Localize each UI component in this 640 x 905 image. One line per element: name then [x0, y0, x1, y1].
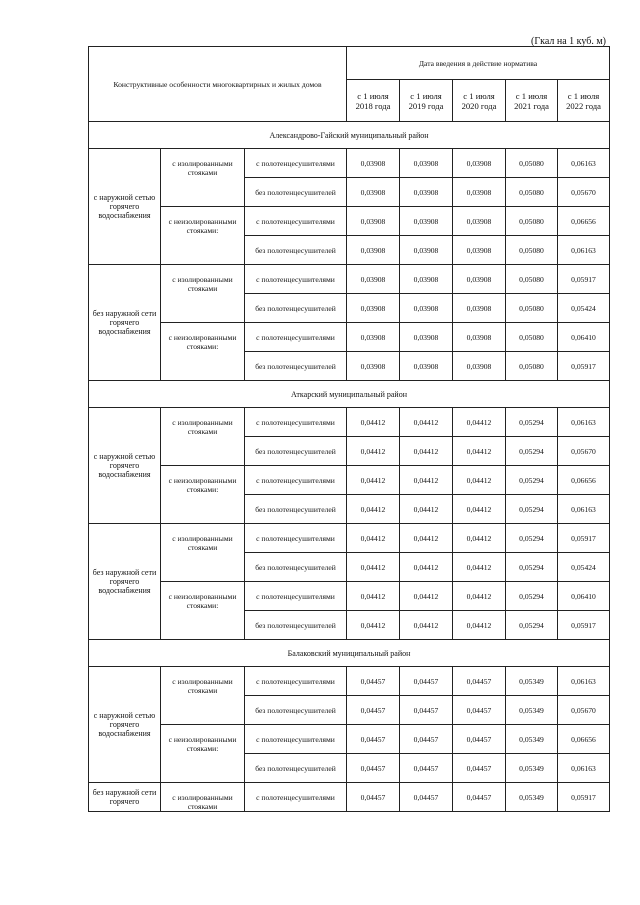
value-cell: 0,04412 — [400, 582, 453, 611]
value-cell: 0,05670 — [558, 437, 610, 466]
value-cell: 0,05294 — [506, 466, 558, 495]
towel-dryer-cell: с полотенцесушителями — [245, 783, 347, 812]
value-cell: 0,06163 — [558, 408, 610, 437]
table-body — [89, 47, 610, 812]
value-cell: 0,03908 — [453, 294, 506, 323]
value-cell: 0,04412 — [347, 408, 400, 437]
towel-dryer-cell: без полотенцесушителей — [245, 178, 347, 207]
value-cell: 0,03908 — [400, 352, 453, 381]
towel-dryer-cell: без полотенцесушителей — [245, 352, 347, 381]
towel-dryer-cell: с полотенцесушителями — [245, 466, 347, 495]
value-cell: 0,04457 — [453, 754, 506, 783]
table-row — [89, 667, 610, 696]
value-cell: 0,06656 — [558, 466, 610, 495]
value-cell: 0,03908 — [453, 178, 506, 207]
value-cell: 0,03908 — [453, 323, 506, 352]
value-cell: 0,05080 — [506, 207, 558, 236]
value-cell: 0,04412 — [453, 408, 506, 437]
riser-type-cell: с изолированными стояками — [161, 783, 245, 812]
value-cell: 0,04457 — [453, 696, 506, 725]
riser-type-cell: с изолированными стояками — [161, 265, 245, 323]
towel-dryer-cell: без полотенцесушителей — [245, 437, 347, 466]
value-cell: 0,04457 — [347, 667, 400, 696]
network-type-cell: без наружной сети горячего водоснабжения — [89, 265, 161, 381]
value-cell: 0,03908 — [400, 178, 453, 207]
towel-dryer-cell: с полотенцесушителями — [245, 149, 347, 178]
network-type-cell: без наружной сети горячего водоснабжения — [89, 524, 161, 640]
towel-dryer-cell: с полотенцесушителями — [245, 524, 347, 553]
value-cell: 0,03908 — [400, 207, 453, 236]
value-cell: 0,04412 — [400, 466, 453, 495]
value-cell: 0,06163 — [558, 667, 610, 696]
value-cell: 0,04457 — [400, 783, 453, 812]
table-row — [89, 783, 610, 812]
value-cell: 0,03908 — [347, 207, 400, 236]
table-row — [89, 265, 610, 294]
year-header: с 1 июля 2021 года — [506, 80, 558, 122]
value-cell: 0,03908 — [400, 323, 453, 352]
value-cell: 0,05080 — [506, 352, 558, 381]
riser-type-cell: с неизолированными стояками: — [161, 323, 245, 381]
value-cell: 0,04457 — [400, 725, 453, 754]
value-cell: 0,03908 — [347, 265, 400, 294]
value-cell: 0,04457 — [400, 754, 453, 783]
value-cell: 0,04412 — [347, 466, 400, 495]
value-cell: 0,04412 — [453, 524, 506, 553]
value-cell: 0,04412 — [453, 611, 506, 640]
towel-dryer-cell: с полотенцесушителями — [245, 582, 347, 611]
value-cell: 0,05294 — [506, 495, 558, 524]
value-cell: 0,05917 — [558, 524, 610, 553]
table-row — [89, 408, 610, 437]
table-row — [89, 323, 610, 352]
value-cell: 0,06163 — [558, 236, 610, 265]
value-cell: 0,05294 — [506, 582, 558, 611]
value-cell: 0,04412 — [347, 437, 400, 466]
network-type-cell: с наружной сетью горячего водоснабжения — [89, 667, 161, 783]
table-row — [89, 582, 610, 611]
towel-dryer-cell: с полотенцесушителями — [245, 408, 347, 437]
value-cell: 0,04457 — [453, 783, 506, 812]
table-row — [89, 466, 610, 495]
value-cell: 0,05349 — [506, 725, 558, 754]
value-cell: 0,05294 — [506, 524, 558, 553]
value-cell: 0,05917 — [558, 352, 610, 381]
value-cell: 0,04412 — [453, 495, 506, 524]
value-cell: 0,04457 — [347, 754, 400, 783]
value-cell: 0,06163 — [558, 149, 610, 178]
value-cell: 0,06410 — [558, 582, 610, 611]
year-header: с 1 июля 2018 года — [347, 80, 400, 122]
district-name: Аткарский муниципальный район — [89, 381, 610, 408]
effective-date-header: Дата введения в действие норматива — [347, 47, 610, 80]
value-cell: 0,05424 — [558, 553, 610, 582]
riser-type-cell: с неизолированными стояками: — [161, 582, 245, 640]
value-cell: 0,04457 — [347, 725, 400, 754]
riser-type-cell: с изолированными стояками — [161, 524, 245, 582]
value-cell: 0,04457 — [400, 696, 453, 725]
riser-type-cell: с изолированными стояками — [161, 667, 245, 725]
towel-dryer-cell: без полотенцесушителей — [245, 294, 347, 323]
value-cell: 0,05917 — [558, 265, 610, 294]
district-row — [89, 381, 610, 408]
network-type-cell: без наружной сети горячего — [89, 783, 161, 812]
value-cell: 0,05670 — [558, 696, 610, 725]
value-cell: 0,05080 — [506, 178, 558, 207]
unit-label: (Гкал на 1 куб. м) — [531, 36, 606, 47]
riser-type-cell: с неизолированными стояками: — [161, 725, 245, 783]
value-cell: 0,04412 — [400, 611, 453, 640]
value-cell: 0,03908 — [453, 236, 506, 265]
year-header: с 1 июля 2020 года — [453, 80, 506, 122]
value-cell: 0,03908 — [453, 265, 506, 294]
towel-dryer-cell: без полотенцесушителей — [245, 553, 347, 582]
value-cell: 0,03908 — [347, 323, 400, 352]
towel-dryer-cell: с полотенцесушителями — [245, 207, 347, 236]
value-cell: 0,06656 — [558, 207, 610, 236]
riser-type-cell: с изолированными стояками — [161, 149, 245, 207]
value-cell: 0,04412 — [453, 466, 506, 495]
towel-dryer-cell: без полотенцесушителей — [245, 495, 347, 524]
value-cell: 0,05294 — [506, 408, 558, 437]
value-cell: 0,04412 — [453, 437, 506, 466]
towel-dryer-cell: с полотенцесушителями — [245, 667, 347, 696]
value-cell: 0,04412 — [400, 437, 453, 466]
value-cell: 0,04412 — [400, 524, 453, 553]
towel-dryer-cell: с полотенцесушителями — [245, 323, 347, 352]
value-cell: 0,04412 — [347, 495, 400, 524]
value-cell: 0,03908 — [400, 294, 453, 323]
value-cell: 0,05917 — [558, 783, 610, 812]
year-header: с 1 июля 2019 года — [400, 80, 453, 122]
towel-dryer-cell: с полотенцесушителями — [245, 265, 347, 294]
towel-dryer-cell: без полотенцесушителей — [245, 236, 347, 265]
value-cell: 0,04412 — [400, 495, 453, 524]
value-cell: 0,03908 — [453, 207, 506, 236]
value-cell: 0,05080 — [506, 323, 558, 352]
value-cell: 0,06163 — [558, 754, 610, 783]
riser-type-cell: с неизолированными стояками: — [161, 207, 245, 265]
district-row — [89, 640, 610, 667]
value-cell: 0,04412 — [400, 553, 453, 582]
table-row — [89, 524, 610, 553]
value-cell: 0,04412 — [347, 582, 400, 611]
value-cell: 0,04457 — [347, 783, 400, 812]
value-cell: 0,05349 — [506, 667, 558, 696]
heating-norms-table — [88, 46, 610, 812]
value-cell: 0,04412 — [347, 553, 400, 582]
district-row — [89, 122, 610, 149]
value-cell: 0,03908 — [453, 149, 506, 178]
value-cell: 0,05080 — [506, 265, 558, 294]
towel-dryer-cell: без полотенцесушителей — [245, 696, 347, 725]
value-cell: 0,03908 — [347, 294, 400, 323]
riser-type-cell: с изолированными стояками — [161, 408, 245, 466]
value-cell: 0,06410 — [558, 323, 610, 352]
value-cell: 0,03908 — [400, 265, 453, 294]
value-cell: 0,03908 — [347, 178, 400, 207]
value-cell: 0,03908 — [347, 352, 400, 381]
value-cell: 0,04412 — [453, 582, 506, 611]
value-cell: 0,06656 — [558, 725, 610, 754]
network-type-cell: с наружной сетью горячего водоснабжения — [89, 408, 161, 524]
structure-header: Конструктивные особенности многоквартирных и жилых домов — [89, 47, 347, 122]
value-cell: 0,03908 — [347, 149, 400, 178]
value-cell: 0,05424 — [558, 294, 610, 323]
value-cell: 0,03908 — [400, 236, 453, 265]
value-cell: 0,05349 — [506, 754, 558, 783]
year-header: с 1 июля 2022 года — [558, 80, 610, 122]
value-cell: 0,04412 — [453, 553, 506, 582]
header-row — [89, 47, 610, 80]
value-cell: 0,05917 — [558, 611, 610, 640]
value-cell: 0,05294 — [506, 437, 558, 466]
value-cell: 0,05080 — [506, 236, 558, 265]
value-cell: 0,05294 — [506, 611, 558, 640]
value-cell: 0,04457 — [453, 667, 506, 696]
towel-dryer-cell: без полотенцесушителей — [245, 754, 347, 783]
riser-type-cell: с неизолированными стояками: — [161, 466, 245, 524]
network-type-cell: с наружной сетью горячего водоснабжения — [89, 149, 161, 265]
value-cell: 0,04412 — [347, 611, 400, 640]
value-cell: 0,04412 — [347, 524, 400, 553]
value-cell: 0,05670 — [558, 178, 610, 207]
value-cell: 0,05349 — [506, 783, 558, 812]
towel-dryer-cell: с полотенцесушителями — [245, 725, 347, 754]
value-cell: 0,03908 — [453, 352, 506, 381]
value-cell: 0,05294 — [506, 553, 558, 582]
value-cell: 0,06163 — [558, 495, 610, 524]
value-cell: 0,05080 — [506, 149, 558, 178]
towel-dryer-cell: без полотенцесушителей — [245, 611, 347, 640]
value-cell: 0,04457 — [347, 696, 400, 725]
table-row — [89, 149, 610, 178]
district-name: Александрово-Гайский муниципальный район — [89, 122, 610, 149]
value-cell: 0,04457 — [400, 667, 453, 696]
value-cell: 0,05080 — [506, 294, 558, 323]
value-cell: 0,03908 — [400, 149, 453, 178]
district-name: Балаковский муниципальный район — [89, 640, 610, 667]
value-cell: 0,04457 — [453, 725, 506, 754]
value-cell: 0,03908 — [347, 236, 400, 265]
table-row — [89, 725, 610, 754]
value-cell: 0,04412 — [400, 408, 453, 437]
value-cell: 0,05349 — [506, 696, 558, 725]
table-row — [89, 207, 610, 236]
